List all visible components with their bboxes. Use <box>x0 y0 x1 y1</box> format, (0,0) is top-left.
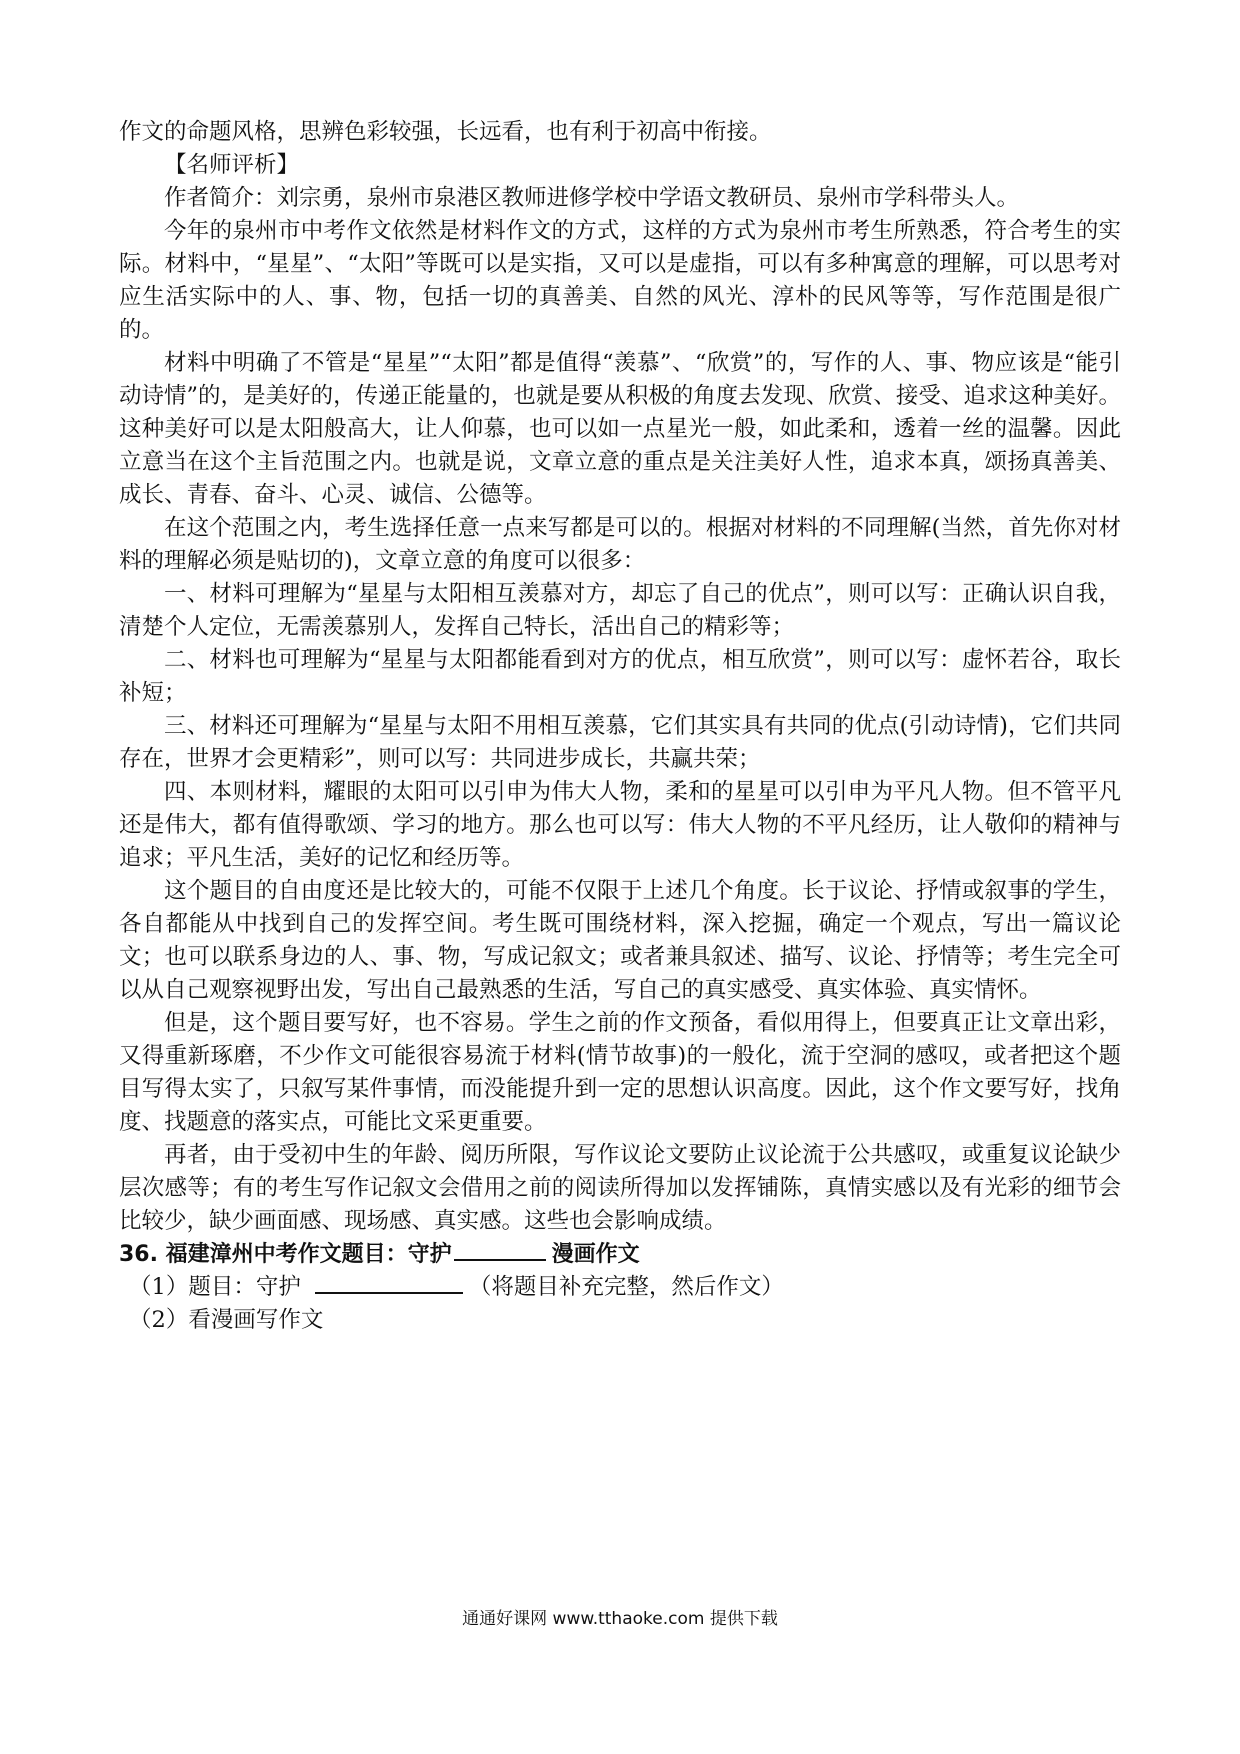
prompt-item-1 <box>119 1271 1121 1304</box>
paragraph-scope: 在这个范围之内，考生选择任意一点来写都是可以的。根据对材料的不同理解(当然，首先你对材料的理解必须是贴切的)，文章立意的角度可以很多： <box>119 515 1121 574</box>
heading-blank-underline <box>454 1239 546 1261</box>
paragraph-limitations: 再者，由于受初中生的年龄、阅历所限，写作议论文要防止议论流于公共感叹，或重复议论缺少层次感等；有的考生写作记叙文会借用之前的阅读所得加以发挥铺陈，真情实感以及有光彩的细节会比较少，缺少画面感、现场感、真实感。这些也会影响成绩。 <box>119 1142 1121 1234</box>
prompt-item-1-suffix: （将题目补充完整，然后作文） <box>468 1274 784 1300</box>
paragraph-angle-four: 四、本则材料，耀眼的太阳可以引申为伟大人物，柔和的星星可以引申为平凡人物。但不管平凡还是伟大，都有值得歌颂、学习的地方。那么也可以写：伟大人物的不平凡经历，让人敬仰的精神与追求；平凡生活，美好的记忆和经历等。 <box>119 779 1121 871</box>
paragraph-freedom: 这个题目的自由度还是比较大的，可能不仅限于上述几个角度。长于议论、抒情或叙事的学生，各自都能从中找到自己的发挥空间。考生既可围绕材料，深入挖掘，确定一个观点，写出一篇议论文；也可以联系身边的人、事、物，写成记叙文；或者兼具叙述、描写、议论、抒情等；考生完全可以从自己观察视野出发，写出自己最熟悉的生活，写自己的真实感受、真实体验、真实情怀。 <box>119 878 1121 1003</box>
paragraph-intro-tail: 作文的命题风格，思辨色彩较强，长远看，也有利于初高中衔接。 <box>119 119 772 145</box>
paragraph-material-meaning: 材料中明确了不管是“星星”“太阳”都是值得“羡慕”、“欣赏”的，写作的人、事、物应该是“能引动诗情”的，是美好的，传递正能量的，也就是要从积极的角度去发现、欣赏、接受、追求这种美好。这种美好可以是太阳般高大，让人仰慕，也可以如一点星光一般，如此柔和，透着一丝的温馨。因此立意当在这个主旨范围之内。也就是说，文章立意的重点是关注美好人性，追求本真，颂扬真善美、成长、青春、奋斗、心灵、诚信、公德等。 <box>119 350 1121 508</box>
section-heading-prefix: 36. 福建漳州中考作文题目：守护 <box>119 1242 452 1267</box>
title-blank-underline <box>315 1272 463 1294</box>
section-heading-suffix: 漫画作文 <box>551 1242 640 1267</box>
page-footer: 通通好课网 www.tthaoke.com 提供下载 <box>462 1609 778 1629</box>
paragraph-author-bio: 作者简介：刘宗勇，泉州市泉港区教师进修学校中学语文教研员、泉州市学科带头人。 <box>164 185 1020 211</box>
paragraph-angle-one: 一、材料可理解为“星星与太阳相互羡慕对方，却忘了自己的优点”，则可以写：正确认识自我，清楚个人定位，无需羡慕别人，发挥自己特长，活出自己的精彩等； <box>119 581 1121 640</box>
section-heading-36 <box>119 1238 1121 1271</box>
document-body <box>119 116 1121 1337</box>
prompt-item-2: （2）看漫画写作文 <box>129 1307 324 1333</box>
paragraph-difficulty: 但是，这个题目要写好，也不容易。学生之前的作文预备，看似用得上，但要真正让文章出彩，又得重新琢磨，不少作文可能很容易流于材料(情节故事)的一般化，流于空洞的感叹，或者把这个题目写得太实了，只叙写某件事情，而没能提升到一定的思想认识高度。因此，这个作文要写好，找角度、找题意的落实点，可能比文采更重要。 <box>119 1010 1121 1135</box>
paragraph-overview: 今年的泉州市中考作文依然是材料作文的方式，这样的方式为泉州市考生所熟悉，符合考生的实际。材料中，“星星”、“太阳”等既可以是实指，又可以是虚指，可以有多种寓意的理解，可以思考对应生活实际中的人、事、物，包括一切的真善美、自然的风光、淳朴的民风等等，写作范围是很广的。 <box>119 218 1121 343</box>
paragraph-angle-three: 三、材料还可理解为“星星与太阳不用相互羡慕，它们其实具有共同的优点(引动诗情)，它们共同存在，世界才会更精彩”，则可以写：共同进步成长，共赢共荣； <box>119 713 1121 772</box>
section-label-expert-review: 【名师评析】 <box>164 152 300 178</box>
paragraph-angle-two: 二、材料也可理解为“星星与太阳都能看到对方的优点，相互欣赏”，则可以写：虚怀若谷，取长补短； <box>119 647 1121 706</box>
prompt-item-1-prefix: （1）题目：守护 <box>129 1274 301 1300</box>
